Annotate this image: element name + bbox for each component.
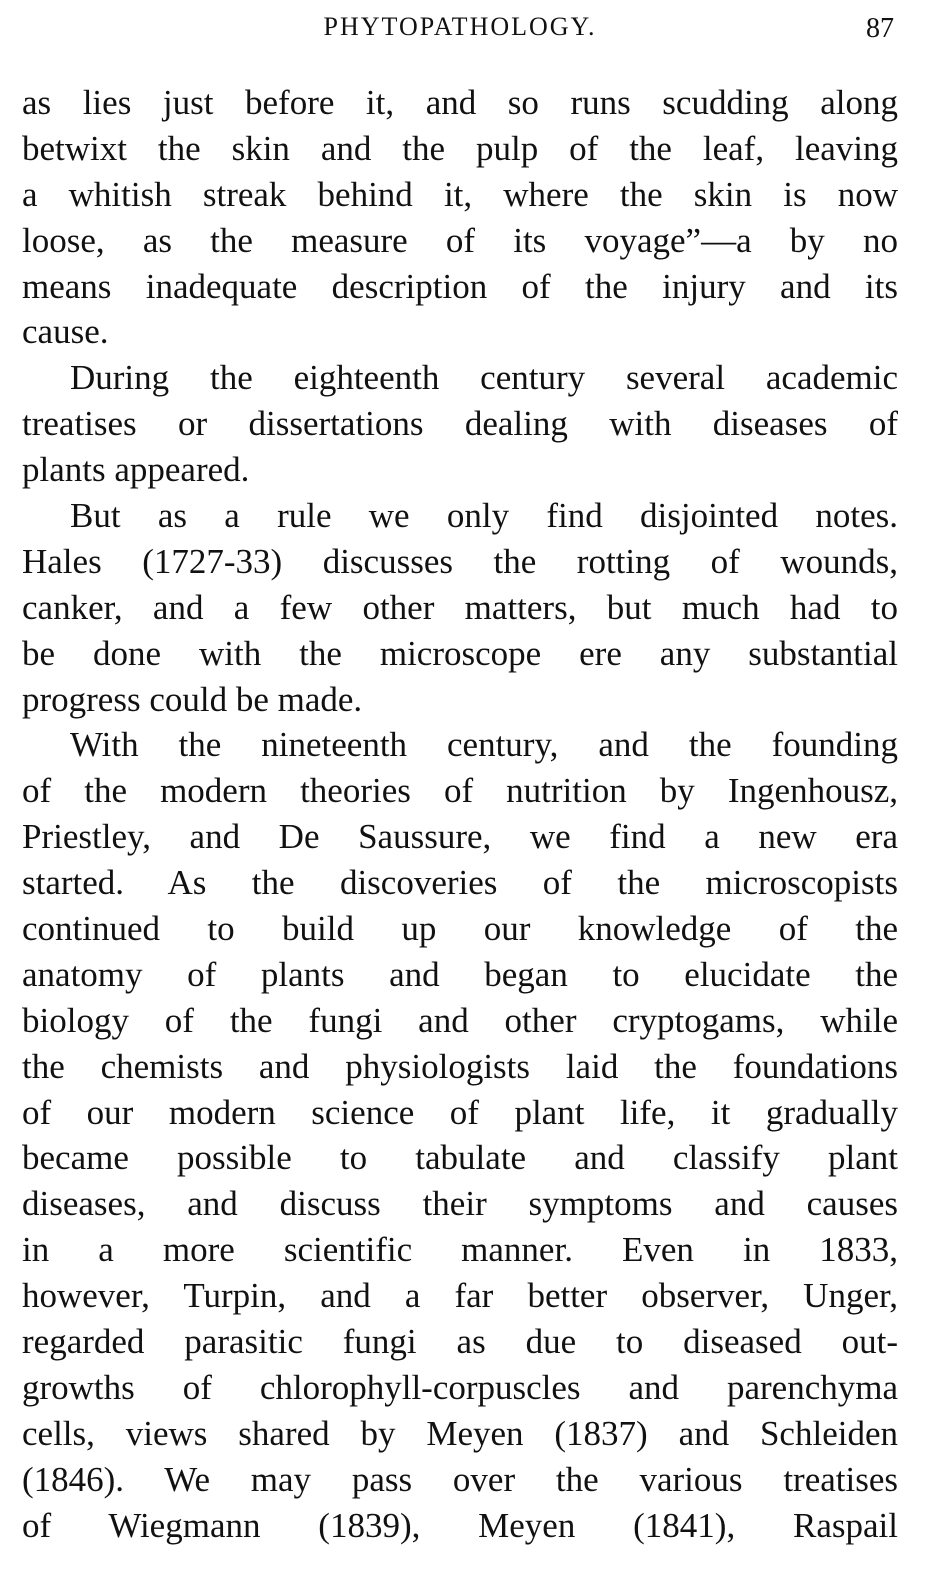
text-line: of the modern theories of nutrition by Ingenhousz, bbox=[22, 771, 898, 811]
text-line: biology of the fungi and other cryptogams, while bbox=[22, 1000, 898, 1040]
book-page bbox=[22, 0, 898, 1572]
text-line: cells, views shared by Meyen (1837) and Schleiden bbox=[22, 1413, 898, 1453]
paragraph-first-line: During the eighteenth century several academic bbox=[70, 358, 898, 398]
text-line: in a more scientific manner. Even in 1833, bbox=[22, 1230, 898, 1270]
text-line: continued to build up our knowledge of the bbox=[22, 909, 898, 949]
text-line: a whitish streak behind it, where the skin is now bbox=[22, 174, 898, 214]
text-line: diseases, and discuss their symptoms and causes bbox=[22, 1184, 898, 1224]
paragraph-first-line: With the nineteenth century, and the founding bbox=[70, 725, 898, 765]
text-line: loose, as the measure of its voyage”—a by no bbox=[22, 220, 898, 260]
text-line: progress could be made. bbox=[22, 679, 363, 719]
text-line: (1846). We may pass over the various treatises bbox=[22, 1459, 898, 1499]
text-line: plants appeared. bbox=[22, 450, 250, 490]
text-line: means inadequate description of the injury and its bbox=[22, 266, 898, 306]
text-line: be done with the microscope ere any substantial bbox=[22, 633, 898, 673]
text-line: Hales (1727-33) discusses the rotting of wounds, bbox=[22, 541, 898, 581]
text-line: however, Turpin, and a far better observer, Unger, bbox=[22, 1276, 898, 1316]
text-line: became possible to tabulate and classify plant bbox=[22, 1138, 898, 1178]
text-line: betwixt the skin and the pulp of the leaf, leaving bbox=[22, 128, 898, 168]
text-line: treatises or dissertations dealing with diseases of bbox=[22, 404, 898, 444]
page-number: 87 bbox=[866, 13, 894, 44]
body-text bbox=[22, 80, 898, 1549]
running-title: PHYTOPATHOLOGY. bbox=[323, 12, 597, 41]
text-line: regarded parasitic fungi as due to diseased out- bbox=[22, 1322, 898, 1362]
running-head bbox=[22, 0, 898, 52]
text-line: of our modern science of plant life, it gradually bbox=[22, 1092, 898, 1132]
text-line: of Wiegmann (1839), Meyen (1841), Raspail bbox=[22, 1505, 898, 1545]
text-line: Priestley, and De Saussure, we find a new era bbox=[22, 817, 898, 857]
text-line: growths of chlorophyll-corpuscles and parenchyma bbox=[22, 1367, 898, 1407]
text-line: as lies just before it, and so runs scudding along bbox=[22, 83, 898, 122]
text-line: started. As the discoveries of the microscopists bbox=[22, 863, 898, 903]
text-line: the chemists and physiologists laid the foundations bbox=[22, 1046, 898, 1086]
paragraph-first-line: But as a rule we only find disjointed notes. bbox=[70, 496, 898, 536]
text-line: anatomy of plants and began to elucidate the bbox=[22, 954, 898, 994]
text-line: canker, and a few other matters, but much had to bbox=[22, 587, 898, 627]
text-line: cause. bbox=[22, 312, 109, 352]
